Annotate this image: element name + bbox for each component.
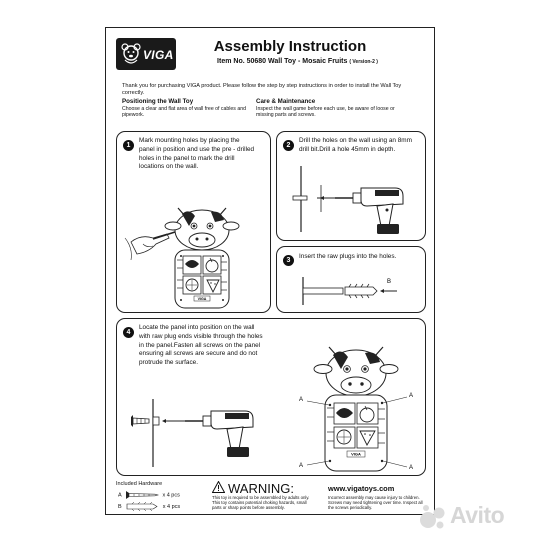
page-title: Assembly Instruction [213, 38, 367, 55]
positioning-text: Choose a clear and flat area of wall free of cables and pipework. [122, 106, 246, 119]
hardware-item-label: B [118, 503, 122, 510]
step-4-line: with raw plug ends visible through the holes [139, 332, 263, 340]
step-3-panel [276, 246, 426, 313]
wall-hole [303, 288, 343, 294]
care-heading: Care & Maintenance [256, 98, 316, 105]
step-4-line: in the panel.Fasten all screws on the panel [139, 341, 261, 349]
step-2-line: Drill the holes on the wall using an 8mm [299, 137, 412, 144]
step-4-number: 4 [123, 327, 134, 338]
screw-icon [131, 415, 149, 427]
instruction-sheet [105, 27, 435, 515]
cow-head-icon [314, 347, 398, 396]
website-note: Incorrect assembly may cause injury to children. Screws may need tightening over time. Inspect all the screws periodically. [328, 495, 423, 511]
website-url: www.vigatoys.com [328, 484, 395, 493]
hardware-item-b [118, 502, 180, 511]
warning-text: This toy is required to be assembled by adults only. This toy contains potential choking hazards, small parts or sharp points before assembly. [212, 495, 310, 511]
step-1-line: Mark mounting holes by placing the [139, 137, 240, 144]
footer [116, 481, 426, 513]
step-2-text [299, 137, 425, 155]
logo-text: VIGA [143, 48, 174, 62]
item-subtitle [106, 58, 434, 65]
step-1-line: locations on the wall. [139, 163, 199, 171]
warning-title: WARNING: [228, 481, 294, 496]
avito-watermark [416, 500, 528, 534]
screw-icon [125, 491, 159, 499]
part-label-a: A [409, 393, 414, 399]
warning-triangle-icon [212, 481, 225, 493]
drill-hole [293, 196, 307, 200]
board-label: VIGA [197, 297, 207, 301]
positioning-heading: Positioning the Wall Toy [122, 98, 194, 105]
step-2-panel [276, 131, 426, 241]
care-section [256, 98, 396, 119]
hardware-title: Included Hardware [116, 481, 163, 487]
intro-text: Thank you for purchasing VIGA product. Please follow the step by step instructions in order to install the Wall Toy correctly. [122, 83, 402, 96]
raw-plug-icon [125, 502, 159, 511]
item-number: Item No. 50680 Wall Toy - Mosaic Fruits [217, 58, 348, 65]
hardware-item-a [118, 491, 180, 499]
hand-pencil-icon [125, 232, 175, 260]
step-1-panel [116, 131, 271, 313]
power-drill-icon [185, 411, 253, 457]
care-text: Inspect the wall game before each use, be aware of loose or missing parts and screws. [256, 106, 395, 119]
power-drill-icon [335, 188, 403, 234]
step-1-illustration [123, 204, 263, 310]
step-3-line: Insert the raw plugs into the holes. [299, 253, 397, 260]
part-label-a: A [299, 463, 304, 469]
hardware-item-qty: x 4 pcs [162, 492, 180, 499]
hardware-item-label: A [118, 492, 122, 499]
step-4-panel [116, 318, 426, 476]
raw-plug-icon [345, 284, 377, 298]
step-2-number: 2 [283, 140, 294, 151]
step-3-text [299, 253, 425, 262]
part-label-a: A [409, 465, 414, 471]
part-label-a: A [299, 397, 304, 403]
version-label: ( Version-2 ) [349, 59, 378, 65]
step-1-text [139, 137, 271, 172]
board-label: VIGA [351, 451, 361, 457]
step-1-line: holes in the panel to mark the drill [139, 154, 235, 162]
cow-head-icon [165, 208, 239, 250]
watermark-text: Avito [450, 502, 505, 528]
step-3-number: 3 [283, 255, 294, 266]
positioning-section [122, 98, 262, 119]
step-1-number: 1 [123, 140, 134, 151]
part-label-b: B [387, 279, 392, 285]
step-1-line: panel in position and use the pre - drilled [139, 145, 255, 153]
step-4-drill-illustration [123, 377, 283, 473]
step-4-line: ensuring all screws are secure and do not [139, 350, 258, 358]
step-2-line: drill bit.Drill a hole 45mm in depth. [299, 145, 396, 153]
step-4-board-illustration [295, 341, 421, 475]
step-3-illustration [285, 269, 421, 309]
step-4-text [139, 324, 314, 368]
step-4-line: protrude the surface. [139, 359, 198, 367]
avito-logo-icon [418, 502, 448, 532]
step-2-illustration [283, 160, 421, 238]
hardware-item-qty: x 4 pcs [162, 503, 181, 510]
step-4-line: Locate the panel into position on the wall [139, 324, 255, 331]
